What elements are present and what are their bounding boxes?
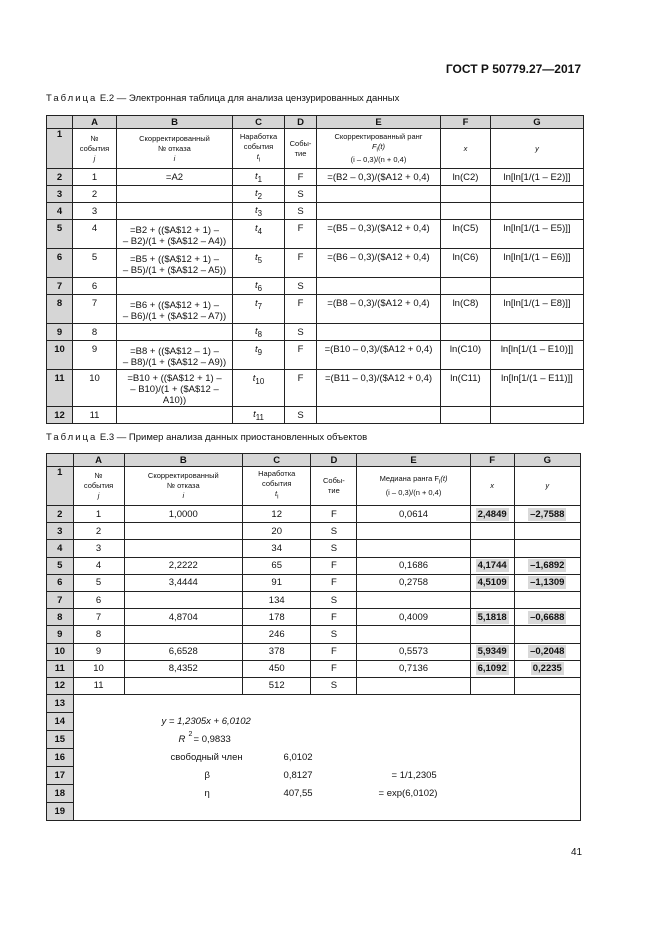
table-row [47, 540, 581, 557]
cell-d: S [285, 186, 317, 203]
cell-a: 2 [73, 186, 117, 203]
cell-a: 7 [73, 295, 117, 324]
cell-f [470, 626, 514, 643]
row-number: 16 [47, 749, 74, 767]
cell-c: $t_9$ [233, 341, 285, 370]
summary-text: R [178, 734, 186, 746]
cell-e: =(B10 – 0,3)/($A12 + 0,4) [317, 341, 441, 370]
cell-e: =(B2 – 0,3)/($A12 + 0,4) [317, 169, 441, 186]
row-number: 17 [47, 767, 74, 785]
cell-b [117, 324, 233, 341]
table-e3-caption: Таблица Е.3 — Пример анализа данных приостановленных объектов [46, 432, 368, 443]
table-row [47, 249, 584, 278]
cell-a: 11 [73, 677, 124, 694]
cell-b: =B6 + (($A$12 + 1) – – B6)/(1 + ($A$12 – A7)) [117, 295, 233, 324]
row-number: 7 [47, 278, 73, 295]
cell-d: F [311, 643, 357, 660]
cell-f [470, 677, 514, 694]
cell-g: –1,1309 [514, 574, 580, 591]
cell-d: S [285, 407, 317, 424]
cell-e: 0,7136 [357, 660, 470, 677]
cell-g: –0,6688 [514, 609, 580, 626]
row-number: 12 [47, 677, 74, 694]
cell-d: F [311, 557, 357, 574]
row-number: 4 [47, 540, 74, 557]
cell-a: 5 [73, 249, 117, 278]
summary-text: = 1/1,2305 [391, 770, 437, 782]
row-number: 6 [47, 249, 73, 278]
cell-c: 178 [243, 609, 311, 626]
cell-e: =(B8 – 0,3)/($A12 + 0,4) [317, 295, 441, 324]
cell-b [124, 591, 242, 608]
cell-c: 246 [243, 626, 311, 643]
cell-d: S [311, 523, 357, 540]
cell-b: =B5 + (($A$12 + 1) – – B5)/(1 + ($A$12 – A5)) [117, 249, 233, 278]
cell-b: =A2 [117, 169, 233, 186]
cell-c: $t_3$ [233, 203, 285, 220]
cell-f [470, 591, 514, 608]
cell-a: 5 [73, 574, 124, 591]
regression-summary [73, 695, 580, 821]
cell-d: S [285, 278, 317, 295]
cell-b [117, 278, 233, 295]
cell-f [441, 407, 491, 424]
cell-g [491, 407, 584, 424]
cell-f: 5,1818 [470, 609, 514, 626]
cell-d: F [311, 506, 357, 523]
cell-g: ln[ln[1/(1 – E2)]] [491, 169, 584, 186]
cell-e: 0,5573 [357, 643, 470, 660]
cell-f: ln(C8) [441, 295, 491, 324]
cell-a: 6 [73, 591, 124, 608]
cell-g [514, 540, 580, 557]
cell-e [357, 523, 470, 540]
cell-e: =(B5 – 0,3)/($A12 + 0,4) [317, 220, 441, 249]
cell-c: $t_6$ [233, 278, 285, 295]
cell-g: ln[ln[1/(1 – E10)]] [491, 341, 584, 370]
cell-c: 34 [243, 540, 311, 557]
cell-d: F [285, 370, 317, 407]
cell-c: $t_{11}$ [233, 407, 285, 424]
cell-g [514, 523, 580, 540]
cell-d: S [311, 540, 357, 557]
row-number: 4 [47, 203, 73, 220]
cell-e [317, 203, 441, 220]
cell-g [491, 186, 584, 203]
cell-f: ln(C2) [441, 169, 491, 186]
cell-a: 4 [73, 557, 124, 574]
cell-b [124, 540, 242, 557]
row-number: 9 [47, 626, 74, 643]
table-row [47, 591, 581, 608]
cell-b: =B8 + (($A$12 – 1) – – B8)/(1 + ($A$12 – A9)) [117, 341, 233, 370]
cell-b: 2,2222 [124, 557, 242, 574]
cell-c: 134 [243, 591, 311, 608]
cell-f: 4,1744 [470, 557, 514, 574]
cell-f [441, 203, 491, 220]
cell-d: S [311, 626, 357, 643]
cell-b: =B2 + (($A$12 + 1) – – B2)/(1 + ($A$12 – A4)) [117, 220, 233, 249]
table-row [47, 677, 581, 694]
row-number: 10 [47, 643, 74, 660]
cell-g [491, 203, 584, 220]
cell-g: 0,2235 [514, 660, 580, 677]
table-row [47, 278, 584, 295]
row-number: 2 [47, 169, 73, 186]
cell-c: $t_2$ [233, 186, 285, 203]
row-number: 8 [47, 609, 74, 626]
row-number: 9 [47, 324, 73, 341]
row-number: 18 [47, 785, 74, 803]
cell-e [317, 407, 441, 424]
cell-f [470, 540, 514, 557]
cell-c: 65 [243, 557, 311, 574]
cell-g [491, 278, 584, 295]
cell-e [357, 591, 470, 608]
cell-b: 1,0000 [124, 506, 242, 523]
cell-b [117, 186, 233, 203]
cell-a: 10 [73, 660, 124, 677]
table-row [47, 220, 584, 249]
cell-d: F [311, 660, 357, 677]
table-row [47, 324, 584, 341]
cell-e [357, 677, 470, 694]
cell-c: 378 [243, 643, 311, 660]
cell-f: ln(C10) [441, 341, 491, 370]
cell-g [514, 677, 580, 694]
table-row [47, 557, 581, 574]
cell-g [514, 591, 580, 608]
cell-d: F [285, 220, 317, 249]
cell-b: 8,4352 [124, 660, 242, 677]
row-number: 6 [47, 574, 74, 591]
row-number: 3 [47, 523, 74, 540]
table-e2-caption: Таблица Е.2 — Электронная таблица для анализа цензурированных данных [46, 93, 400, 104]
cell-e: 0,1686 [357, 557, 470, 574]
column-letters-row: A B C D E F G [47, 116, 584, 129]
cell-b [117, 203, 233, 220]
cell-a: 3 [73, 540, 124, 557]
summary-text: β [204, 770, 210, 782]
cell-e: 0,0614 [357, 506, 470, 523]
summary-text: = exp(6,0102) [378, 788, 438, 800]
cell-g: ln[ln[1/(1 – E6)]] [491, 249, 584, 278]
table-row [47, 626, 581, 643]
cell-a: 4 [73, 220, 117, 249]
cell-d: F [285, 249, 317, 278]
cell-e: 0,2758 [357, 574, 470, 591]
cell-f: ln(C5) [441, 220, 491, 249]
table-row [47, 370, 584, 407]
cell-e: =(B11 – 0,3)/($A12 + 0,4) [317, 370, 441, 407]
cell-f: ln(C11) [441, 370, 491, 407]
cell-c: $t_5$ [233, 249, 285, 278]
cell-a: 9 [73, 643, 124, 660]
cell-g: –2,7588 [514, 506, 580, 523]
page-number: 41 [571, 847, 583, 858]
row-number: 10 [47, 341, 73, 370]
row-number: 3 [47, 186, 73, 203]
table-e2 [46, 115, 584, 424]
summary-text: 0,8127 [283, 770, 313, 782]
cell-c: 20 [243, 523, 311, 540]
table-row [47, 186, 584, 203]
table-row [47, 203, 584, 220]
cell-f [441, 324, 491, 341]
cell-b: 6,6528 [124, 643, 242, 660]
table-row [47, 609, 581, 626]
row-number: 5 [47, 220, 73, 249]
row-number: 13 [47, 695, 74, 713]
cell-c: 91 [243, 574, 311, 591]
table-row [47, 169, 584, 186]
cell-e [317, 324, 441, 341]
cell-a: 11 [73, 407, 117, 424]
header-row: 1 № события j Скорректированный № отказа i Наработка события $t_i$ Собы- тие Медиана ранга $F_i(t)$ (i – 0,3)/(n + 0,4) x y [47, 467, 581, 506]
cell-f [441, 186, 491, 203]
cell-e: 0,4009 [357, 609, 470, 626]
cell-b [124, 677, 242, 694]
cell-e [317, 278, 441, 295]
cell-e [317, 186, 441, 203]
row-number: 11 [47, 370, 73, 407]
cell-b: =B10 + (($A$12 + 1) – – B10)/(1 + ($A$12 – A10)) [117, 370, 233, 407]
cell-e: =(B6 – 0,3)/($A12 + 0,4) [317, 249, 441, 278]
table-e3 [46, 453, 581, 821]
cell-g: –1,6892 [514, 557, 580, 574]
table-row [47, 407, 584, 424]
cell-d: S [285, 203, 317, 220]
table-row [47, 574, 581, 591]
cell-f: 6,1092 [470, 660, 514, 677]
cell-a: 1 [73, 169, 117, 186]
cell-d: F [311, 609, 357, 626]
cell-d: S [311, 677, 357, 694]
cell-e [357, 626, 470, 643]
table-row [47, 660, 581, 677]
row-number: 14 [47, 713, 74, 731]
cell-b: 3,4444 [124, 574, 242, 591]
row-number: 19 [47, 803, 74, 821]
cell-g [514, 626, 580, 643]
cell-g: ln[ln[1/(1 – E5)]] [491, 220, 584, 249]
cell-b [124, 626, 242, 643]
cell-c: 12 [243, 506, 311, 523]
table-row [47, 523, 581, 540]
cell-d: S [285, 324, 317, 341]
table-row [47, 695, 581, 713]
summary-text: 2 [188, 731, 193, 739]
cell-d: F [285, 169, 317, 186]
table-row [47, 295, 584, 324]
summary-text: y = 1,2305x + 6,0102 [161, 716, 251, 728]
row-number: 5 [47, 557, 74, 574]
cell-f [441, 278, 491, 295]
cell-c: $t_7$ [233, 295, 285, 324]
cell-a: 8 [73, 626, 124, 643]
cell-b [117, 407, 233, 424]
cell-c: 450 [243, 660, 311, 677]
summary-text: = 0,9833 [193, 734, 231, 746]
cell-g: –0,2048 [514, 643, 580, 660]
cell-b [124, 523, 242, 540]
cell-a: 8 [73, 324, 117, 341]
cell-a: 2 [73, 523, 124, 540]
cell-c: $t_8$ [233, 324, 285, 341]
summary-text: 407,55 [283, 788, 313, 800]
summary-text: 6,0102 [283, 752, 313, 764]
row-number: 8 [47, 295, 73, 324]
cell-g: ln[ln[1/(1 – E11)]] [491, 370, 584, 407]
cell-d: S [311, 591, 357, 608]
cell-a: 3 [73, 203, 117, 220]
cell-f: ln(C6) [441, 249, 491, 278]
cell-d: F [311, 574, 357, 591]
row-number: 12 [47, 407, 73, 424]
cell-g: ln[ln[1/(1 – E8)]] [491, 295, 584, 324]
table-row [47, 506, 581, 523]
cell-a: 7 [73, 609, 124, 626]
row-number: 2 [47, 506, 74, 523]
row-number: 7 [47, 591, 74, 608]
cell-c: 512 [243, 677, 311, 694]
column-letters-row: A B C D E F G [47, 454, 581, 467]
row-number: 11 [47, 660, 74, 677]
summary-text: η [204, 788, 210, 800]
cell-f [470, 523, 514, 540]
header-row: 1 № события j Скорректированный № отказа i Наработка события $t_i$ Собы- тие Скорректированный ранг $F_i(t)$ (i – 0,3)/(n + 0,4) x y [47, 129, 584, 169]
cell-f: 4,5109 [470, 574, 514, 591]
document-header: ГОСТ Р 50779.27—2017 [445, 62, 581, 76]
cell-e [357, 540, 470, 557]
cell-g [491, 324, 584, 341]
cell-a: 10 [73, 370, 117, 407]
cell-d: F [285, 341, 317, 370]
summary-text: свободный член [170, 752, 243, 764]
table-row [47, 341, 584, 370]
cell-f: 2,4849 [470, 506, 514, 523]
cell-c: $t_4$ [233, 220, 285, 249]
cell-c: $t_{10}$ [233, 370, 285, 407]
cell-c: $t_1$ [233, 169, 285, 186]
cell-f: 5,9349 [470, 643, 514, 660]
cell-a: 9 [73, 341, 117, 370]
cell-a: 6 [73, 278, 117, 295]
cell-b: 4,8704 [124, 609, 242, 626]
summary-lines [74, 695, 580, 820]
table-row [47, 643, 581, 660]
row-number: 15 [47, 731, 74, 749]
cell-a: 1 [73, 506, 124, 523]
cell-d: F [285, 295, 317, 324]
